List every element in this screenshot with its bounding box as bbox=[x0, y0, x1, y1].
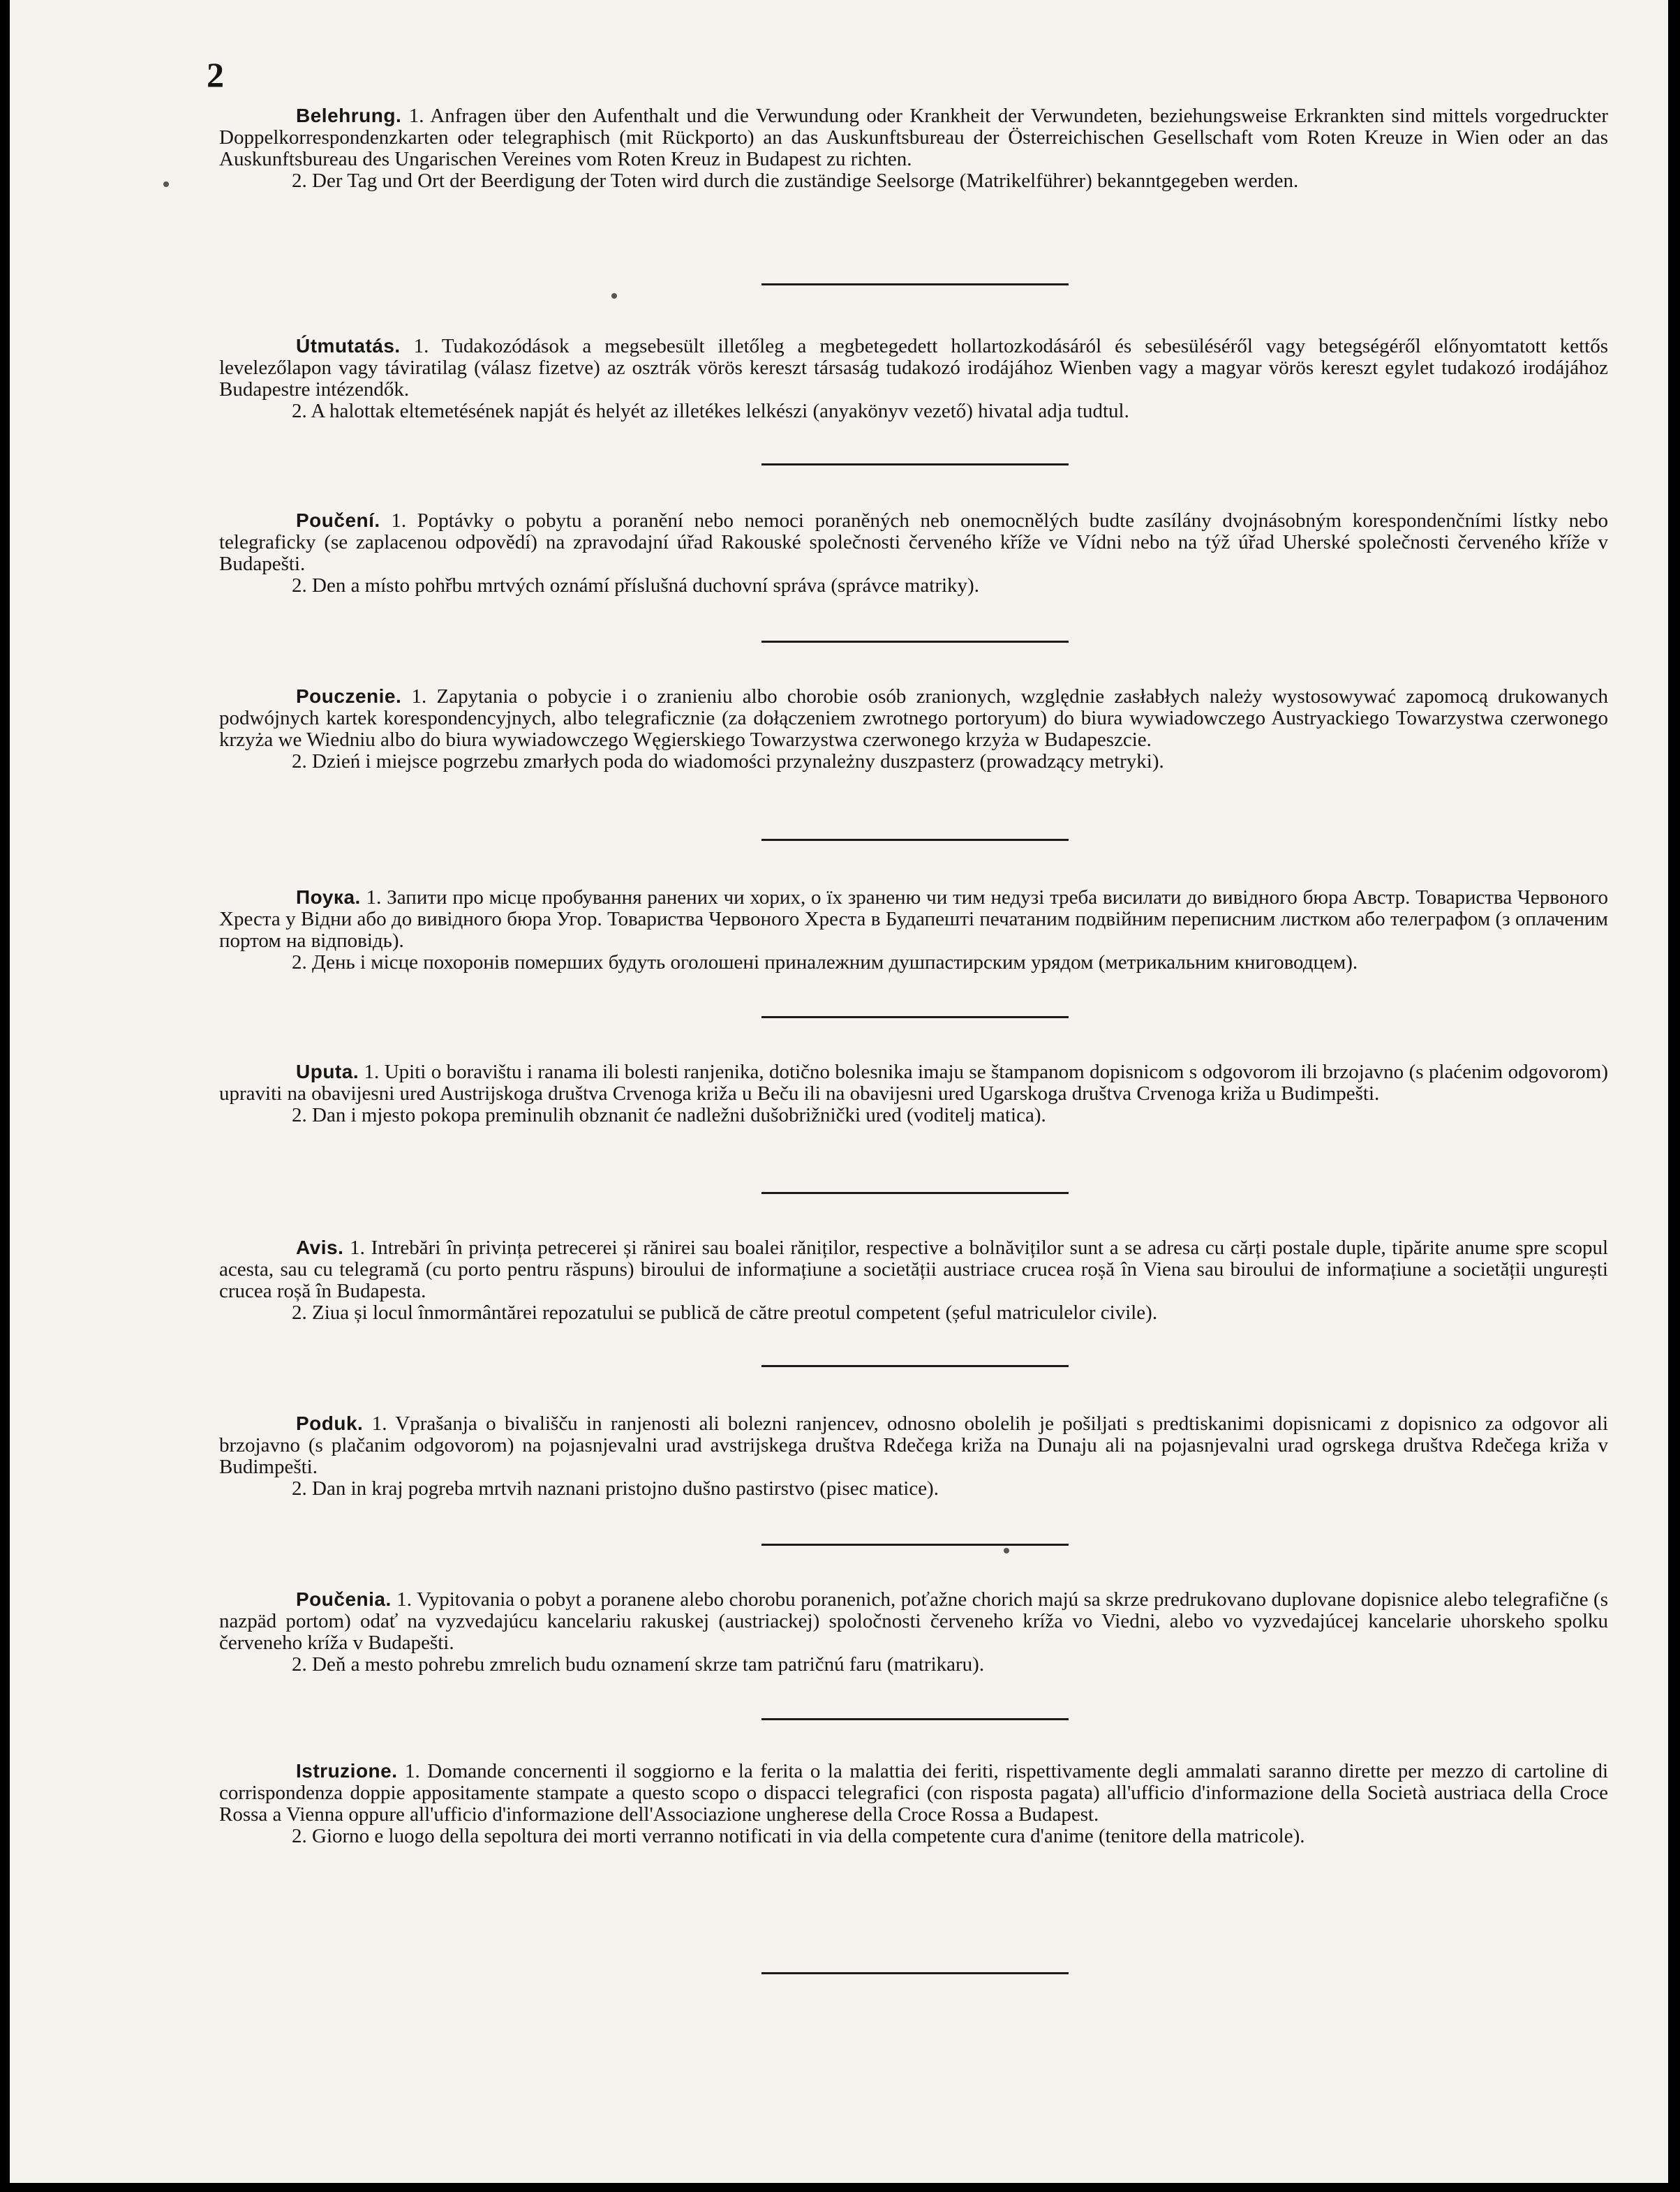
page-number: 2 bbox=[207, 55, 224, 94]
section-title: Istruzione. bbox=[296, 1760, 398, 1782]
section-divider bbox=[761, 641, 1069, 643]
paragraph-1 bbox=[219, 1061, 1608, 1105]
section-title: Avis. bbox=[296, 1237, 344, 1258]
section-divider bbox=[761, 839, 1069, 841]
paragraph-2: 2. Giorno e luogo della sepoltura dei morti verranno notificati in via della competente cura d'anime (tenitore della matricole). bbox=[292, 1825, 1305, 1847]
document-page bbox=[10, 0, 1668, 2183]
paragraph-1 bbox=[219, 1237, 1608, 1302]
section-title: Útmutatás. bbox=[296, 335, 401, 357]
paragraph-text: 1. Vprašanja o bivališču in ranjenosti ali bolezni ranjencev, odnosno obolelih je pošiljati s predtiskanimi dopisnicami z dopisnico za odgovor ali brzojavno (s plačanim odgovorom) na pojasnjevalni urad avstrijskega društva Rdečega križa na Dunaju ali na pojasnjevalni urad ogrskega društva Rdečega križa v Budimpešti. bbox=[219, 1412, 1608, 1478]
paragraph-1 bbox=[219, 509, 1608, 575]
section-title: Belehrung. bbox=[296, 105, 402, 126]
paragraph-2: 2. Dzień i miejsce pogrzebu zmarłych poda do wiadomości przynależny duszpasterz (prowadzący metryki). bbox=[292, 750, 1164, 773]
paragraph-1 bbox=[219, 1588, 1608, 1654]
section-divider bbox=[761, 1365, 1069, 1367]
paragraph-2: 2. Ziua și locul înmormântărei repozatului se publică de către preotul competent (șeful matriculelor civile). bbox=[292, 1302, 1158, 1324]
section-title: Pouczenie. bbox=[296, 685, 402, 707]
paragraph-1 bbox=[219, 105, 1608, 170]
paragraph-2: 2. Deň a mesto pohrebu zmrelich budu oznamení skrze tam patričnú faru (matrikaru). bbox=[292, 1653, 985, 1676]
paragraph-text: 1. Запити про місце пробування ранених чи хорих, о їх зраненю чи тим недузі треба висилати до вивідного бюра Австр. Товариства Червоного Хреста у Відни або до вивідного бюра Угор. Товариства Червоного Хреста в Будапешті печатаним подвійним переписним листком або телеграфом (з оплаченим портом на відповідь). bbox=[219, 886, 1609, 952]
section-divider bbox=[761, 1718, 1069, 1720]
section-slovene bbox=[219, 1412, 1608, 1500]
section-hungarian bbox=[219, 335, 1608, 422]
scan-speck bbox=[1004, 1548, 1009, 1553]
paragraph-text: 1. Zapytania o pobycie i o zranieniu albo chorobie osób zranionych, względnie zasłabłych należy wystosowywać zapomocą drukowanych podwójnych kartek korespondencyjnych, albo telegraficznie (za dołączeniem zwrotnego portoryum) do biura wywiadowczego Austryackiego Towarzystwa czerwonego krzyża we Wiedniu albo do biura wywiadowczego Węgierskiego Towarzystwa czerwonego krzyża w Budapeszcie. bbox=[219, 685, 1608, 751]
section-title: Uputa. bbox=[296, 1061, 359, 1082]
paragraph-text: 1. Intrebări în privința petrecerei și rănirei sau boalei răniților, respective a bolnăviților sunt a se adresa cu cărți postale duple, tipărite anume spre scopul acesta, sau cu telegramă (cu porto pentru răspuns) biroului de informațiune a societății austriace crucea roșă în Viena sau biroului de informațiune a societății ungurești crucea roșă în Budapesta. bbox=[219, 1237, 1609, 1302]
section-title: Поука. bbox=[296, 886, 361, 908]
section-slovak bbox=[219, 1588, 1608, 1676]
paragraph-text: 1. Anfragen über den Aufenthalt und die Verwundung oder Krankheit der Verwundeten, beziehungsweise Erkrankten sind mittels vorgedruckter Doppelkorrespondenzkarten oder telegraphisch (mit Rückporto) an das Auskunftsbureau der Österreichischen Gesellschaft vom Roten Kreuze in Wien oder an das Auskunftsbureau des Ungarischen Vereines vom Roten Kreuz in Budapest zu richten. bbox=[219, 105, 1609, 170]
section-czech bbox=[219, 509, 1608, 597]
paragraph-1 bbox=[219, 335, 1608, 401]
section-ukrainian bbox=[219, 886, 1608, 974]
paragraph-text: 1. Vypitovania o pobyt a poranene alebo chorobu poranenich, poťažne chorich majú sa skrze predrukovano duplovane dopisnice alebo telegrafične (s nazpäd portom) odať na vyzvedajúcu kancelariu rakuskej (austriackej) spoločnosti červeneho kríža vo Viedni, alebo vo vyzvedajúcej kancelarie uhorskeho spolku červeneho kríža v Budapešti. bbox=[219, 1588, 1609, 1654]
paragraph-1 bbox=[219, 1760, 1608, 1826]
paragraph-1 bbox=[219, 685, 1608, 751]
paragraph-2: 2. Dan i mjesto pokopa preminulih obznanit će nadležni dušobrižnički ured (voditelj matica). bbox=[292, 1104, 1046, 1126]
paragraph-1 bbox=[219, 1412, 1608, 1478]
section-divider bbox=[761, 283, 1069, 285]
section-divider bbox=[761, 463, 1069, 465]
paragraph-2: 2. Den a místo pohřbu mrtvých oznámí příslušná duchovní správa (správce matriky). bbox=[292, 574, 979, 597]
paragraph-text: 1. Tudakozódások a megsebesült illetőleg a megbetegedett hollartozkodásáról és sebesüléséről vagy betegségéről előnyomtatott kettős levelezőlapon vagy táviratilag (válasz fizetve) az osztrák vörös kereszt társaság tudakozó irodájához Wienben vagy a magyar vörös kereszt egylet tudakozó irodájához Budapestre intézendők. bbox=[219, 335, 1609, 401]
section-title: Poučenia. bbox=[296, 1588, 392, 1610]
paragraph-text: 1. Domande concernenti il soggiorno e la ferita o la malattia dei feriti, rispettivamente degli ammalati saranno dirette per mezzo di cartoline di corrispondenza doppie appositamente stampate a questo scopo o dispacci telegrafici (con risposta pagata) all'ufficio d'informazione della Società austriaca della Croce Rossa a Vienna oppure all'ufficio d'informazione dell'Associazione ungherese della Croce Rossa a Budapest. bbox=[219, 1760, 1608, 1826]
section-divider bbox=[761, 1016, 1069, 1018]
section-divider bbox=[761, 1544, 1069, 1546]
section-italian bbox=[219, 1760, 1608, 1847]
paragraph-text: 1. Poptávky o pobytu a poranění nebo nemoci poraněných neb onemocnělých budte zasílány dvojnásobným korespondenčními lístky nebo telegraficky (se zaplacenou odpovědí) na zpravodajní úřad Rakouské společnosti červeného kříže ve Vídni nebo na týž úřad Uherské společnosti červeného kříže v Budapešti. bbox=[219, 509, 1608, 575]
paragraph-1 bbox=[219, 886, 1608, 952]
section-title: Poduk. bbox=[296, 1412, 364, 1434]
paragraph-2: 2. Dan in kraj pogreba mrtvih naznani pristojno dušno pastirstvo (pisec matice). bbox=[292, 1477, 939, 1500]
paragraph-2: 2. День і місце похоронів померших будуть оголошені приналежним душпастирским урядом (метрикальним книговодцем). bbox=[292, 951, 1358, 974]
section-divider bbox=[761, 1192, 1069, 1194]
paragraph-2: 2. A halottak eltemetésének napját és helyét az illetékes lelkészi (anyakönyv vezető) hivatal adja tudtul. bbox=[292, 400, 1129, 422]
paragraph-text: 1. Upiti o boravištu i ranama ili bolesti ranjenika, dotično bolesnika imaju se štampanom dopisnicom s odgovorom ili brzojavno (s plaćenim odgovorom) upraviti na obavijesni ured Austrijskoga društva Crvenoga križa u Beču ili na obavijesni ured Ugarskoga društva Crvenoga križa u Budimpešti. bbox=[219, 1061, 1609, 1105]
section-croatian bbox=[219, 1061, 1608, 1126]
paragraph-2: 2. Der Tag und Ort der Beerdigung der Toten wird durch die zuständige Seelsorge (Matrikelführer) bekanntgegeben werden. bbox=[292, 170, 1299, 192]
section-title: Poučení. bbox=[296, 509, 380, 531]
section-romanian bbox=[219, 1237, 1608, 1324]
section-german bbox=[219, 105, 1608, 192]
section-polish bbox=[219, 685, 1608, 773]
section-divider bbox=[761, 1972, 1069, 1974]
scan-speck bbox=[611, 293, 617, 299]
scan-speck bbox=[163, 181, 169, 187]
